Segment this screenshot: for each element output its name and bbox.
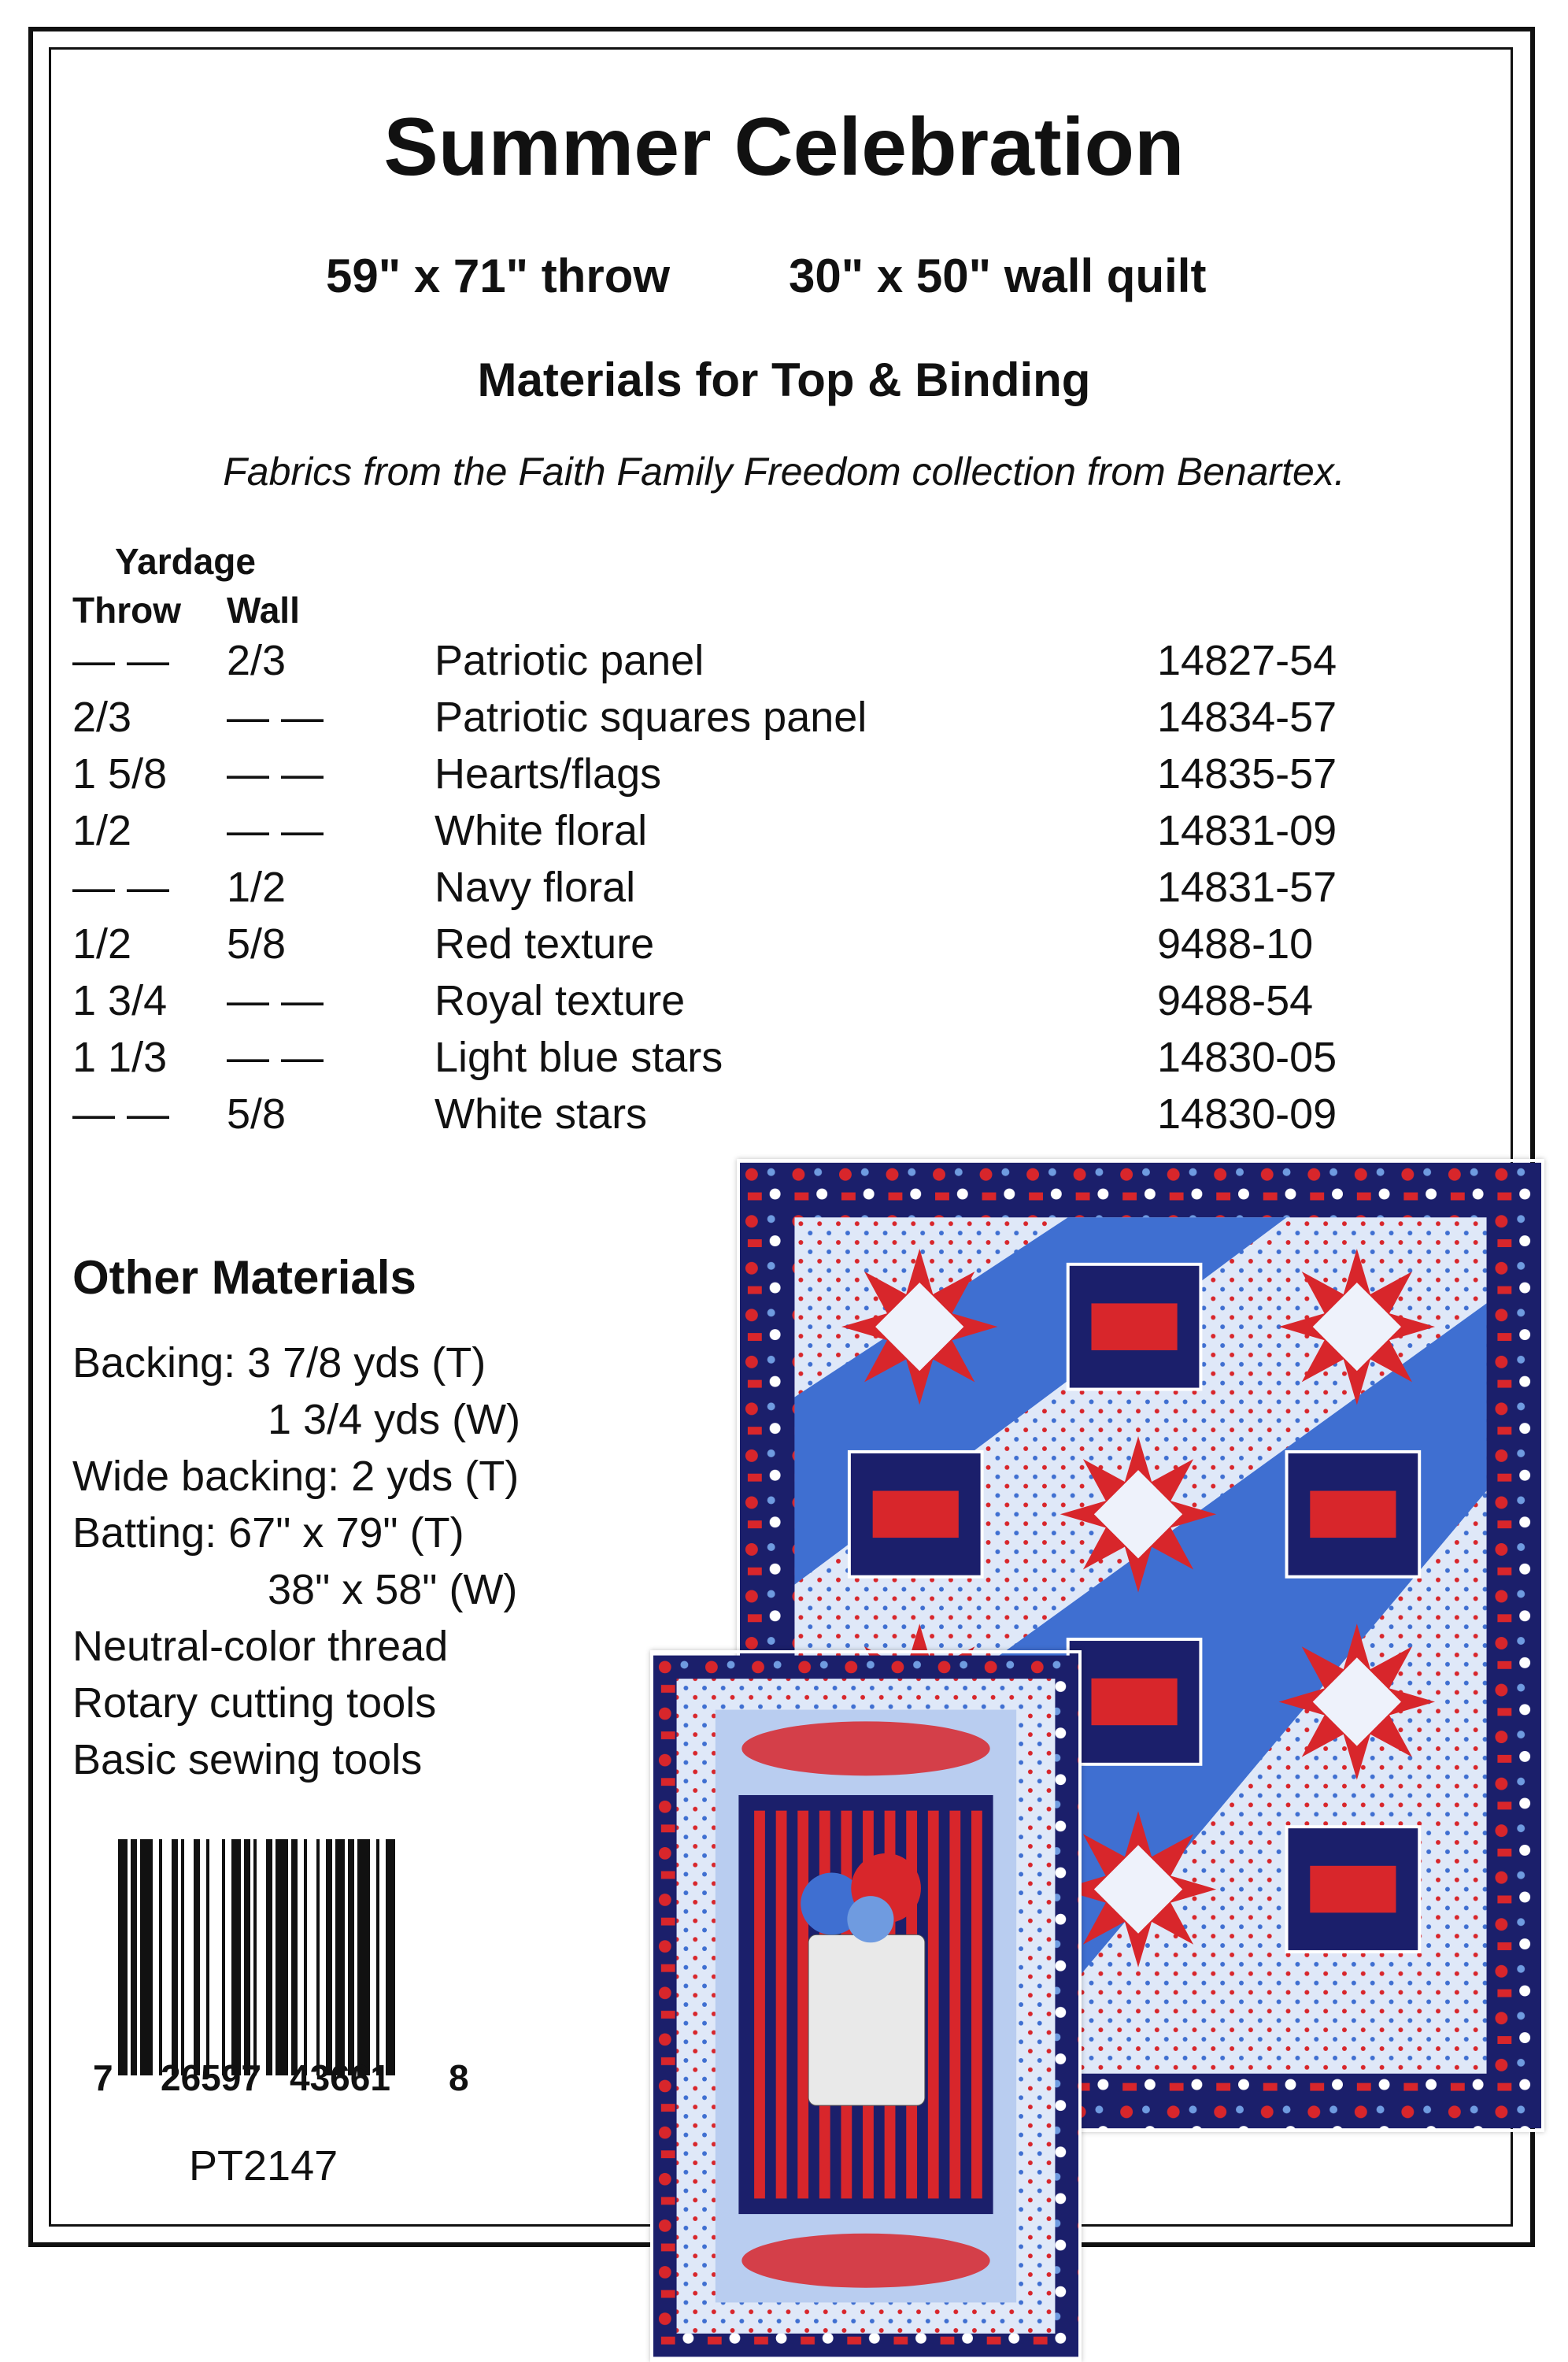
throw-yardage: 1/2 (72, 920, 132, 968)
throw-yardage: 1 3/4 (72, 977, 168, 1024)
yardage-header: Yardage (115, 541, 256, 582)
fabric-name: White stars (435, 1090, 648, 1138)
page-title: Summer Celebration (383, 102, 1185, 193)
barcode-bar (276, 1839, 288, 2075)
barcode-bar (386, 1839, 395, 2075)
barcode-bar (326, 1839, 332, 2075)
barcode-bar (222, 1839, 225, 2075)
throw-yardage: 1 1/3 (72, 1034, 168, 1081)
wall-size: 30" x 50" wall quilt (789, 250, 1207, 302)
flag-motif (873, 1491, 959, 1538)
stripe (928, 1811, 939, 2199)
barcode-bar (316, 1839, 320, 2075)
other-materials-heading: Other Materials (72, 1251, 416, 1304)
throw-yardage: — — (72, 1090, 170, 1138)
col-wall-header: Wall (227, 590, 300, 631)
throw-yardage: 1 5/8 (72, 750, 168, 798)
barcode-digit: 7 (93, 2057, 113, 2098)
barcode-bar (376, 1839, 379, 2075)
barcode-bar (244, 1839, 250, 2075)
barcode-digits: 26597 (161, 2057, 261, 2098)
materials-heading: Materials for Top & Binding (477, 354, 1091, 406)
barcode-bar (291, 1839, 298, 2075)
barcode-bar (194, 1839, 200, 2075)
barcode-bar (181, 1839, 184, 2075)
fabric-code: 14835-57 (1157, 750, 1337, 798)
barcode-bar (131, 1839, 137, 2075)
stripe (776, 1811, 787, 2199)
fabric-name: Red texture (435, 920, 655, 968)
fabric-name: White floral (435, 807, 648, 854)
wall-yardage: 5/8 (227, 920, 287, 968)
fabric-code: 9488-10 (1157, 920, 1314, 968)
barcode-bar (118, 1839, 128, 2075)
stripe (949, 1811, 960, 2199)
wall-yardage: — — (227, 977, 324, 1024)
barcode-bar (172, 1839, 178, 2075)
fabric-name: Patriotic panel (435, 637, 704, 684)
barcode-bar (348, 1839, 354, 2075)
wall-yardage: — — (227, 694, 324, 741)
wall-quilt-image (650, 1650, 1082, 2362)
barcode-bar (357, 1839, 370, 2075)
wall-yardage: — — (227, 1034, 324, 1081)
other-material-line: Neutral-color thread (72, 1623, 449, 1670)
upc-barcode (118, 1839, 449, 2075)
fabric-name: Light blue stars (435, 1034, 723, 1081)
other-material-line: Backing: 3 7/8 yds (T) (72, 1339, 486, 1386)
flag-motif (1310, 1866, 1396, 1913)
fabric-code: 14831-57 (1157, 864, 1337, 911)
barcode-bar (304, 1839, 307, 2075)
other-material-line: Basic sewing tools (72, 1736, 423, 1783)
other-material-line: Wide backing: 2 yds (T) (72, 1453, 520, 1500)
fabric-name: Hearts/flags (435, 750, 662, 798)
barcode-digits: 43661 (290, 2057, 390, 2098)
barcode-bar (159, 1839, 162, 2075)
throw-size: 59" x 71" throw (326, 250, 671, 302)
fabric-code: 14830-05 (1157, 1034, 1337, 1081)
flag-motif (1091, 1303, 1177, 1350)
fabric-code: 14830-09 (1157, 1090, 1337, 1138)
fabric-name: Navy floral (435, 864, 636, 911)
flag-motif (1091, 1679, 1177, 1726)
wall-yardage: — — (227, 750, 324, 798)
barcode-bar (231, 1839, 241, 2075)
other-material-line: 38" x 58" (W) (268, 1566, 518, 1613)
fabric-code: 14834-57 (1157, 694, 1337, 741)
pattern-number: PT2147 (189, 2142, 338, 2190)
fabric-code: 14831-09 (1157, 807, 1337, 854)
fabric-code: 9488-54 (1157, 977, 1314, 1024)
stripe (971, 1811, 982, 2199)
barcode-bar (206, 1839, 209, 2075)
throw-yardage: 2/3 (72, 694, 132, 741)
stripe (797, 1811, 808, 2199)
fabric-name: Patriotic squares panel (435, 694, 867, 741)
wall-yardage: 1/2 (227, 864, 287, 911)
throw-yardage: — — (72, 864, 170, 911)
throw-yardage: 1/2 (72, 807, 132, 854)
barcode-bar (266, 1839, 272, 2075)
wall-yardage: 5/8 (227, 1090, 287, 1138)
throw-yardage: — — (72, 637, 170, 684)
barcode-digit: 8 (449, 2057, 469, 2098)
fabric-credit: Fabrics from the Faith Family Freedom collection from Benartex. (223, 450, 1345, 494)
flag-motif (1310, 1491, 1396, 1538)
other-material-line: 1 3/4 yds (W) (268, 1396, 521, 1443)
fabric-code: 14827-54 (1157, 637, 1337, 684)
stripe (754, 1811, 765, 2199)
other-material-line: Batting: 67" x 79" (T) (72, 1509, 464, 1557)
fabric-name: Royal texture (435, 977, 686, 1024)
barcode-bar (140, 1839, 153, 2075)
barcode-bar (253, 1839, 257, 2075)
other-material-line: Rotary cutting tools (72, 1679, 437, 1727)
col-throw-header: Throw (72, 590, 181, 631)
wall-yardage: 2/3 (227, 637, 287, 684)
barcode-bar (335, 1839, 345, 2075)
wall-yardage: — — (227, 807, 324, 854)
